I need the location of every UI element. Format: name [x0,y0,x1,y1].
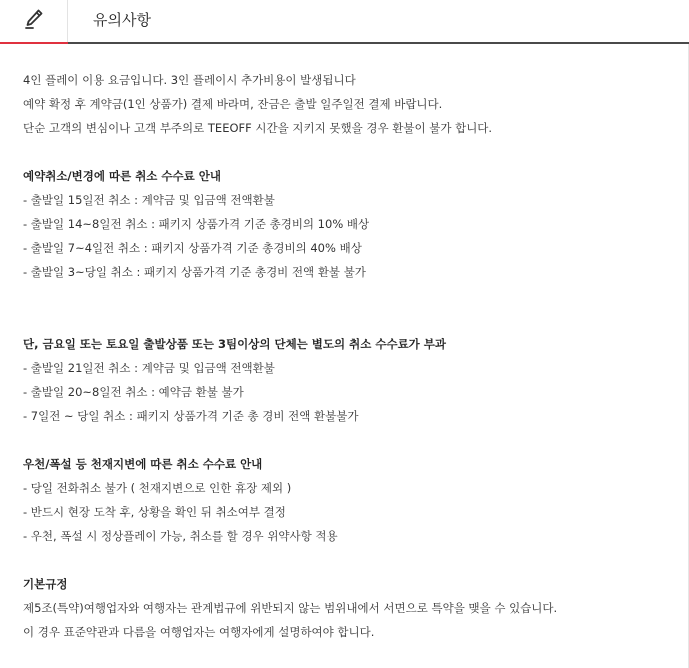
notice-header [0,0,689,44]
intro-line: 예약 확정 후 계약금(1인 상품가) 결제 바라며, 잔금은 출발 일주일전 결제 바랍니다. [23,97,443,111]
list-item: - 출발일 20~8일전 취소 : 예약금 환불 불가 [23,385,244,399]
header-icon-box [0,0,68,42]
list-item: - 우천, 폭설 시 정상플레이 가능, 취소를 할 경우 위약사항 적용 [23,529,338,543]
intro-line: 단순 고객의 변심이나 고객 부주의로 TEEOFF 시간을 지키지 못했을 경우 환불이 불가 합니다. [23,121,493,135]
list-item: - 당일 전화취소 불가 ( 천재지변으로 인한 휴장 제외 ) [23,481,292,495]
pencil-icon [24,8,44,32]
active-tab-indicator [0,42,68,44]
spacer [23,428,678,452]
section-heading-weekend-group: 단, 금요일 또는 토요일 출발상품 또는 3팀이상의 단체는 별도의 취소 수수료가 부과 [23,337,447,351]
spacer [23,284,678,332]
section-heading-cancel-fee: 예약취소/변경에 따른 취소 수수료 안내 [23,169,221,183]
page-title: 유의사항 [93,11,151,29]
list-item: - 출발일 21일전 취소 : 계약금 및 입금액 전액환불 [23,361,275,375]
list-item: - 7일전 ~ 당일 취소 : 패키지 상품가격 기준 총 경비 전액 환불불가 [23,409,359,423]
list-item: - 출발일 3~당일 취소 : 패키지 상품가격 기준 총경비 전액 환불 불가 [23,265,366,279]
spacer [23,140,678,164]
section-heading-weather: 우천/폭설 등 천재지변에 따른 취소 수수료 안내 [23,457,263,471]
rule-text: 제5조(특약)여행업자와 여행자는 관계법규에 위반되지 않는 범위내에서 서면으로 특약을 맺을 수 있습니다. [23,601,558,615]
list-item: - 반드시 현장 도착 후, 상황을 확인 뒤 취소여부 결정 [23,505,286,519]
rule-text: 이 경우 표준약관과 다름을 여행업자는 여행자에게 설명하여야 합니다. [23,625,375,639]
section-heading-basic-rules: 기본규정 [23,577,68,591]
list-item: - 출발일 15일전 취소 : 계약금 및 입금액 전액환불 [23,193,275,207]
list-item: - 출발일 7~4일전 취소 : 패키지 상품가격 기준 총경비의 40% 배상 [23,241,362,255]
spacer [23,548,678,572]
list-item: - 출발일 14~8일전 취소 : 패키지 상품가격 기준 총경비의 10% 배상 [23,217,370,231]
notice-content [23,68,678,644]
intro-line: 4인 플레이 이용 요금입니다. 3인 플레이시 추가비용이 발생됩니다 [23,73,356,87]
